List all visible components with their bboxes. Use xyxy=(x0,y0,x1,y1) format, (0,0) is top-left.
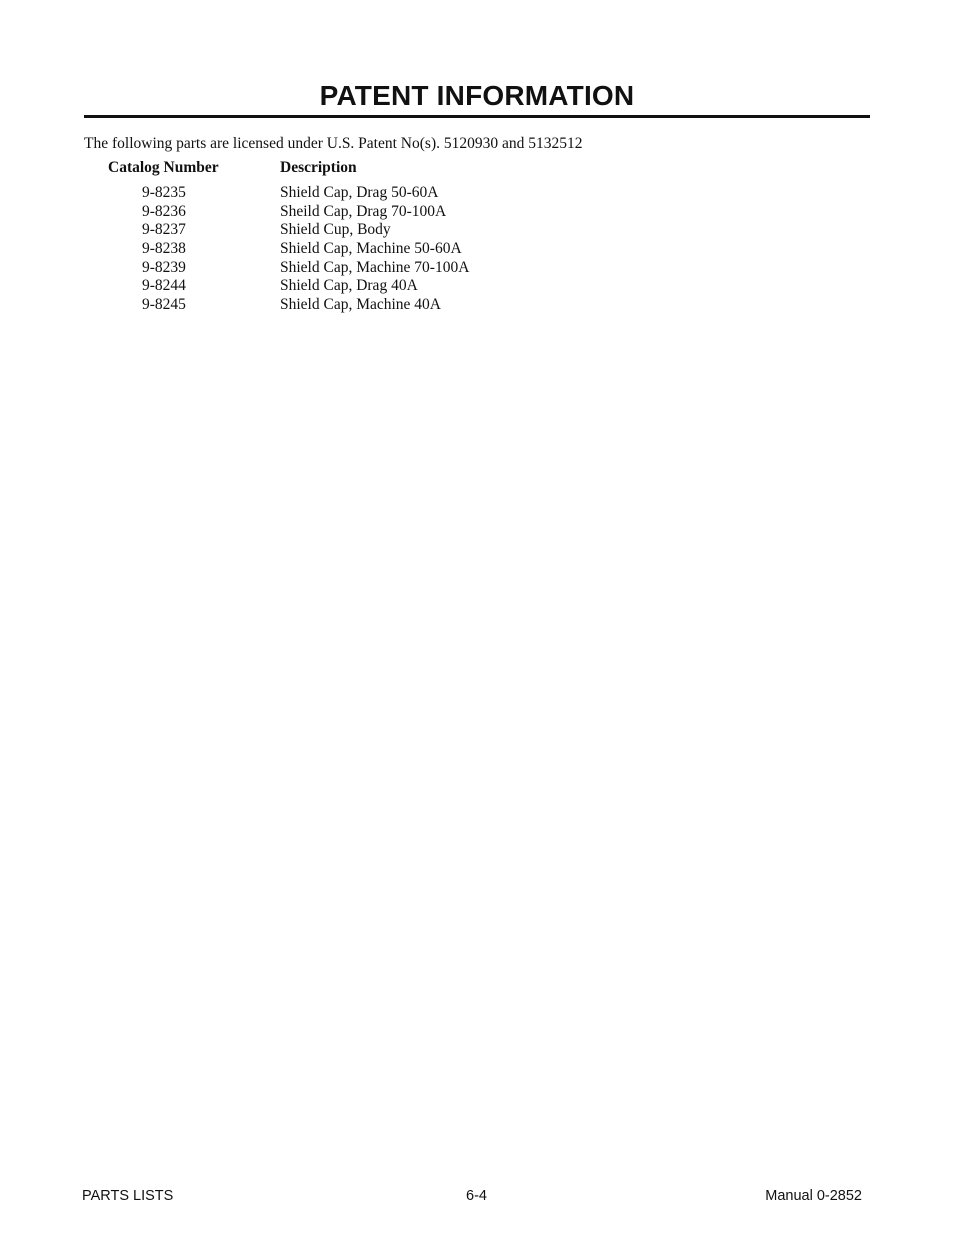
intro-text: The following parts are licensed under U.S. Patent No(s). 5120930 and 5132512 xyxy=(84,135,583,152)
part-description: Shield Cup, Body xyxy=(280,221,391,239)
part-description: Shield Cap, Drag 50-60A xyxy=(280,184,439,201)
catalog-number: 9-8236 xyxy=(142,202,186,220)
catalog-number: 9-8244 xyxy=(142,277,186,295)
description-header: Description xyxy=(280,159,357,176)
catalog-number: 9-8237 xyxy=(142,221,186,239)
part-description: Shield Cap, Machine 40A xyxy=(280,296,442,314)
catalog-number: 9-8238 xyxy=(142,240,186,258)
page-title: PATENT INFORMATION xyxy=(319,80,635,111)
catalog-number: 9-8239 xyxy=(142,258,186,276)
part-description: Shield Cap, Machine 70-100A xyxy=(280,258,470,276)
part-description: Shield Cap, Machine 50-60A xyxy=(280,240,462,258)
title-rule xyxy=(84,115,870,118)
catalog-number: 9-8235 xyxy=(142,184,186,201)
footer-manual-number: Manual 0-2852 xyxy=(765,1188,862,1204)
part-description: Sheild Cap, Drag 70-100A xyxy=(280,202,447,220)
catalog-number: 9-8245 xyxy=(142,296,186,314)
part-description: Shield Cap, Drag 40A xyxy=(280,277,418,295)
footer-section-name: PARTS LISTS xyxy=(82,1188,174,1204)
catalog-number-header: Catalog Number xyxy=(108,159,219,176)
footer-page-number: 6-4 xyxy=(466,1188,487,1204)
